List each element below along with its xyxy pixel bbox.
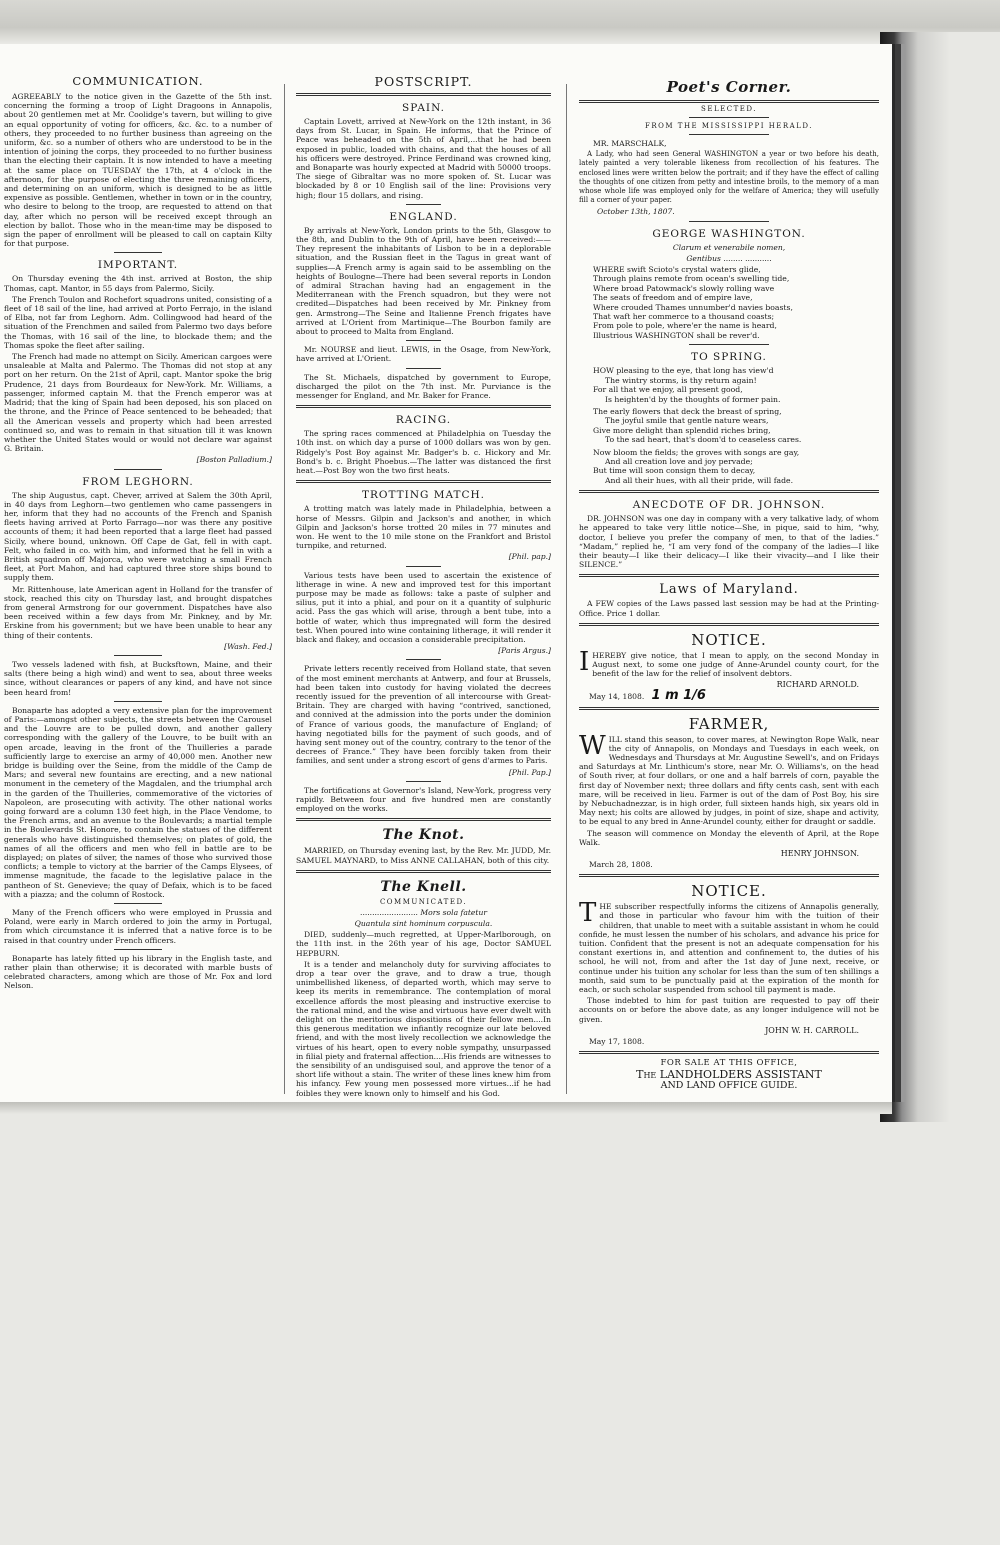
washington-motto-2: Gentibus ........ ........... bbox=[686, 253, 772, 263]
newspaper-page bbox=[0, 44, 895, 1102]
sale-line-3: AND LAND OFFICE GUIDE. bbox=[660, 1080, 798, 1092]
poem-line: But time will soon consign them to decay, bbox=[593, 466, 756, 476]
leghorn-p1: The ship Augustus, capt. Chever, arrived at Salem the 30th April, in 40 days from Leghorn—two gentlemen who came passengers in her, inform that they had no accounts of the French and Spanish fleets having arrived at Porto Farrago—nor was there any positive accounts of them; it had been reported that a large fleet had passed Sicily, where bound, unknown. Off Cape de Gat, fell in with capt. Felt, who failed in co. with him, and informed that he fell in with a British squadron off Majorca, who were watching a small French fleet, at Port Mahon, and had captured three store ships bound to supply them. bbox=[4, 490, 272, 583]
trotting-body: A trotting match was lately made in Philadelphia, between a horse of Messrs. Gilpin and Jackson's and another, in which Gilpin and Jackson's horse trotted 20 miles in 77 minutes and won. He went to the 10 mile stone on the Frankfort and Bristol turnpike, and returned. bbox=[296, 504, 551, 551]
trotting-heading: TROTTING MATCH. bbox=[361, 489, 486, 502]
poem-line: The early flowers that deck the breast of spring, bbox=[593, 406, 782, 416]
misc-p3: The fortifications at Governor's Island, New-York, progress very rapidly. Between four and five hundred men are constantly employed on the works. bbox=[296, 785, 551, 814]
poem-line: And all their hues, with all their pride, will fade. bbox=[605, 475, 794, 485]
poem-line: For all that we enjoy, all present good, bbox=[593, 385, 743, 395]
divider bbox=[114, 949, 162, 950]
divider bbox=[114, 655, 162, 656]
double-rule bbox=[296, 480, 551, 483]
column-rule bbox=[284, 84, 285, 1094]
poets-corner-heading: Poet's Corner. bbox=[666, 78, 792, 96]
england-heading: ENGLAND. bbox=[389, 210, 458, 223]
poem-line: Now bloom the fields; the groves with songs are gay, bbox=[593, 447, 800, 457]
farmer-signature: HENRY JOHNSON. bbox=[780, 849, 859, 859]
england-p2: Mr. NOURSE and lieut. LEWIS, in the Osage, from New-York, have arrived at L'Orient. bbox=[296, 345, 551, 364]
notice1-signature: RICHARD ARNOLD. bbox=[776, 680, 859, 690]
double-rule bbox=[579, 574, 879, 577]
poem-line: Where broad Patowmack's slowly rolling wave bbox=[593, 283, 775, 293]
divider bbox=[114, 252, 162, 253]
double-rule bbox=[296, 818, 551, 821]
notice2-heading: NOTICE. bbox=[691, 882, 767, 901]
washington-poem bbox=[579, 265, 879, 340]
important-source: [Boston Palladium.] bbox=[196, 455, 272, 465]
divider bbox=[406, 566, 441, 567]
poets-addressee: MR. MARSCHALK, bbox=[593, 139, 667, 148]
england-p1: By arrivals at New-York, London prints to the 5th, Glasgow to the 8th, and Dublin to the 9th of April, have been received:——They represent the inhabitants of Lisbon to be in a deplorable situation, and the Russian fleet in the Tagus in great want of supplies—A French army is again said to be assembling on the heights of Boulogne—There had been several reports in London of admiral Strachan having had an engagement in the Mediterranean with the French squadron, but they were not credited—Dispatches had been received by Mr. Pinkney from gen. Armstrong—The Seine and Italienne French frigates have arrived at L'Orient from Martinique—The Bourbon family are about to proceed to Malta from England. bbox=[296, 225, 551, 337]
double-rule bbox=[579, 100, 879, 103]
notice2-p2: Those indebted to him for past tuition are requested to pay off their accounts on or before the above date, as any longer indulgence will not be given. bbox=[579, 996, 879, 1024]
misc-p2-source: [Phil. Pap.] bbox=[508, 767, 551, 777]
misc-p1: Various tests have been used to ascertain the existence of litherage in wine. A new and improved test for this important purpose may be made as follows: take a paste of sulpher and silius, put it into a phial, and pour on it a quantity of sulphuric acid. Pass the gas which will arise, through a bent tube, into a bottle of water, which thus impregnated will form the desired test. When poured into wine containing litherage, it will render it black and flakey, and occasion a considerable precipitation. bbox=[296, 570, 551, 644]
poem-line: Through plains remote from ocean's swelling tide, bbox=[593, 274, 790, 284]
poem-line: Where crouded Thames unnumber'd navies boasts, bbox=[593, 302, 793, 312]
farmer-body: ILL stand this season, to cover mares, at Newington Rope Walk, near the city of Annapolis, on Mondays and Tuesdays in each week, on Wednesdays and Thursdays at Mr. Augustine Sewell's, and on Fridays and Saturdays at Mr. Linthicum's store, near Mr. O. Williams's, on the head of South river, at four dollars, or one and a half barrels of corn, payable the first day of November next; three dollars and fifty cents cash, sent with each mare, will be received in lieu. Farmer is out of the dam of Post Boy, his sire by Nebuchadnezzar, is in high order, full sixteen hands high, six years old in May next; his colts are allowed by judges, in point of size, shape and activity, to be equal to any bred in Anne-Arundel county, either for draught or saddle. bbox=[579, 734, 879, 827]
book-binding bbox=[880, 32, 1000, 1122]
notice1-date: May 14, 1808. bbox=[589, 692, 645, 702]
postscript-heading: POSTSCRIPT. bbox=[374, 74, 473, 89]
divider bbox=[689, 221, 769, 222]
divider bbox=[689, 344, 769, 345]
poem-line: The seats of freedom and of empire lave, bbox=[593, 293, 753, 303]
knot-heading: The Knot. bbox=[382, 827, 465, 844]
poem-line: Is heighten'd by the thoughts of former pain. bbox=[605, 394, 781, 404]
knell-motto-1: ........................ Mors sola fatetur bbox=[360, 907, 487, 917]
farmer-p2: The season will commence on Monday the eleventh of April, at the Rope Walk. bbox=[579, 828, 879, 847]
notice2-dropcap: T bbox=[579, 898, 597, 929]
washington-motto-1: Clarum et venerabile nomen, bbox=[672, 242, 786, 252]
communication-body: AGREEABLY to the notice given in the Gazette of the 5th inst. concerning the forming a troop of Light Dragoons in Annapolis, about 20 gentlemen met at Mr. Coolidge's tavern, but willing to give an equal opportunity of voting for officers, &c. &c. to a number of others, they proceeded to no further business than agreeing on the uniform, &c. so a number of others who are understood to be in the intention of joining the corps, they proceeded to no further business than the electing their captain. It is now intended to have a meeting at the same place on TUESDAY the 17th, at 4 o'clock in the afternoon, for the purpose of electing the three remaining officers, and determining on an uniform, which is designed to be as little expensive as possible. Gentlemen, whether in town or in the country, who desire to belong to the troop, are requested to attend on that day, after which no person will be received except through an election by ballot. Those who in the mean-time may be disposed to sign the paper of enrollment will be pleased to call on captain Kilty for that purpose. bbox=[4, 92, 272, 249]
poem-line: Illustrious WASHINGTON shall be rever'd. bbox=[593, 330, 760, 340]
from-label: FROM THE MISSISSIPPI HERALD. bbox=[645, 122, 813, 130]
laws-heading: Laws of Maryland. bbox=[659, 582, 799, 598]
farmer-dropcap: W bbox=[579, 730, 606, 761]
divider bbox=[406, 368, 441, 369]
poem-line: WHERE swift Scioto's crystal waters glide, bbox=[593, 265, 761, 275]
divider bbox=[406, 781, 441, 782]
divider bbox=[689, 117, 769, 118]
knell-heading: The Knell. bbox=[380, 878, 467, 895]
notice1-body: HEREBY give notice, that I mean to apply, on the second Monday in August next, to some one judge of Anne-Arundel county court, for the benefit of the law for the relief of insolvent debtors. bbox=[592, 650, 879, 679]
poem-line: To the sad heart, that's doom'd to ceaseless cares. bbox=[605, 435, 802, 445]
knot-body: MARRIED, on Thursday evening last, by the Rev. Mr. JUDD, Mr. SAMUEL MAYNARD, to Miss ANNE CALLAHAN, both of this city. bbox=[296, 846, 551, 865]
divider bbox=[406, 659, 441, 660]
poem-line: HOW pleasing to the eye, that long has view'd bbox=[593, 366, 774, 376]
spring-heading: TO SPRING. bbox=[691, 351, 767, 364]
important-p3: The French had made no attempt on Sicily. American cargoes were unsaleable at Malta and Palermo. The Thomas did not stop at any port on her return. On the 21st of April, capt. Mantor spoke the brig Prudence, 21 days from Bourdeaux for New-York. Mr. Williams, a passenger, informed captain M. that the French emperor was at Madrid; that the king of Spain had been deposed, his son placed on the throne, and the Prince of Peace sentenced to be beheaded; that all the American vessels and property which had been arrested continued so, and was to remain in that situation till it was known whether the United States would or would not declare war against G. Britain. bbox=[4, 352, 272, 454]
column-3 bbox=[579, 44, 879, 1093]
misc-p3: Many of the French officers who were employed in Prussia and Poland, were early in March ordered to join the army in Portugal, from which circumstance it is inferred that a native force is to be raised in that country under French officers. bbox=[4, 908, 272, 945]
divider bbox=[114, 701, 162, 702]
notice1-dropcap: I bbox=[579, 646, 590, 677]
poets-date: October 13th, 1807. bbox=[597, 207, 675, 217]
top-edge bbox=[0, 0, 1000, 46]
spain-heading: SPAIN. bbox=[402, 102, 445, 114]
leghorn-source: [Wash. Fed.] bbox=[224, 641, 272, 651]
knell-p2: It is a tender and melancholy duty for surviving affociates to drop a tear over the grave, and to draw a true, though unimbellished likeness, of departed worth, which may serve to keep its merits in remembrance. The contemplation of moral excellence affords the most pleasing and instructive exercise to the rational mind, and the wise and virtuous have ever dwelt with delight on the meritorious dispositions of their fellow men....In this generous meditation we infiantly recognize our late beloved friend, and with the most lively recollection we acknowledge the virtues of his heart, open to every noble sympathy, unsurpassed in filial piety and fraternal affection....His friends are witnesses to the sensibility of an undisguised soul, and approve the tenor of a short life without a stain. The writer of these lines knew him from his infancy. Few young men possessed more virtues...if he had foibles they were known only to himself and his God. bbox=[296, 959, 551, 1098]
farmer-date: March 28, 1808. bbox=[589, 860, 653, 870]
bottom-edge bbox=[0, 1102, 892, 1114]
divider bbox=[114, 903, 162, 904]
racing-body: The spring races commenced at Philadelphia on Tuesday the 10th inst. on which day a purse of 1000 dollars was won by gen. Ridgely's Post Boy against Mr. Badger's b. c. Hickory and Mr. Bond's b. c. Bright Phoebus.—The latter was distanced the first heat.—Post Boy won the two first heats. bbox=[296, 429, 551, 476]
spain-body: Captain Lovett, arrived at New-York on the 12th instant, in 36 days from St. Lucar, in Spain. He informs, that the Prince of Peace was beheaded on the 5th of April,...that he had been exposed in public, loaded with chains, and that the houses of all his officers were destroyed. Prince Ferdinand was crowned king, and Bonaparte was hourly expected at Madrid with 50000 troops. The siege of Gibraltar was no more spoken of. St. Lucar was blockaded by 8 or 10 English sail of the line: Provisions very high; flour 15 dollars, and rising. bbox=[296, 117, 551, 200]
farmer-heading: FARMER, bbox=[688, 714, 770, 733]
racing-heading: RACING. bbox=[395, 414, 452, 427]
divider bbox=[114, 469, 162, 470]
spring-poem bbox=[579, 366, 879, 485]
notice2-signature: JOHN W. H. CARROLL. bbox=[765, 1025, 859, 1035]
poem-line: The joyful smile that gentle nature wears, bbox=[605, 416, 769, 426]
knell-sub: COMMUNICATED. bbox=[379, 897, 468, 906]
selected-label: SELECTED. bbox=[701, 105, 757, 113]
important-p1: On Thursday evening the 4th inst. arrived at Boston, the ship Thomas, capt. Mantor, in 55 days from Palermo, Sicily. bbox=[4, 274, 272, 293]
double-rule bbox=[579, 707, 879, 710]
important-p2: The French Toulon and Rochefort squadrons united, consisting of a fleet of 18 sail of the line, had arrived at Porto Ferrajo, in the island of Elba, not far from Leghorn. Adm. Collingwood had heard of the situation of the Frenchmen and sailed from Palermo two days before the Thomas, with 16 sail of the line, to blockade them; and the Thomas spoke the fleet after sailing. bbox=[4, 294, 272, 350]
trotting-source: [Phil. pap.] bbox=[508, 552, 551, 562]
knell-p1: DIED, suddenly—much regretted, at Upper-Marlborough, on the 11th inst. in the 26th year of his age, Doctor SAMUEL HEPBURN. bbox=[296, 930, 551, 958]
column-rule bbox=[566, 84, 567, 1094]
double-rule bbox=[579, 490, 879, 493]
misc-p1: Two vessels ladened with fish, at Bucksftown, Maine, and their salts (there being a high wind) and went to sea, about three weeks since, without clearances or papers of any kind, and have not since been heard from! bbox=[4, 659, 272, 697]
divider bbox=[689, 134, 769, 135]
double-rule bbox=[296, 93, 551, 96]
sale-line-1: FOR SALE AT THIS OFFICE, bbox=[660, 1058, 798, 1069]
column-1 bbox=[4, 44, 272, 993]
misc-p2: Private letters recently received from Holland state, that seven of the most eminent merchants at Antwerp, and four at Brussels, had been taken into custody for having violated the decrees recently issued for the prevention of all intercourse with Great-Britain. They are charged with having “contrived, sanctioned, and connived at the admission into the ports under the dominion of France of various goods, the manufacture of England; of having negotiated bills for the payment of such goods, and of having sent money out of the country, contrary to the tenor of the decrees of France.” They have been forcibly taken from their families, and sent under a strong escort of gens d'armes to Paris. bbox=[296, 664, 551, 766]
double-rule bbox=[296, 405, 551, 408]
johnson-body: DR. JOHNSON was one day in company with a very talkative lady, of whom he appeared to take very little notice—She, in pique, said to him, “why, doctor, I believe you prefer the company of men, to that of the ladies.” “Madam,” replied he, “I am very fond of the company of the ladies—I like their beauty—I like their delicacy—I like their vivacity—and I like their SILENCE.” bbox=[579, 514, 879, 570]
communication-heading: COMMUNICATION. bbox=[72, 74, 204, 88]
laws-body: A FEW copies of the Laws passed last session may be had at the Printing-Office. Price 1 dollar. bbox=[579, 599, 879, 618]
notice2-body: HE subscriber respectfully informs the citizens of Annapolis generally, and those in particular who favour him with the tuition of their children, that unable to meet with a suitable assistant in whom he could confide, he must lessen the number of his scholars, and advance his price for tuition. Confident that the present is not an adequate compensation for his constant exertions in, and attention and confinement to, the duties of his school, he will not, from and after the 1st day of June next, receive, or continue under his tuition any scholar for less than the sum of ten shillings a month, said sum to be punctually paid at the expiration of the month for each, or such scholar suspended from school till payment is made. bbox=[579, 902, 879, 995]
notice1-heading: NOTICE. bbox=[691, 630, 767, 649]
poem-line: Give more delight than splendid riches bring, bbox=[593, 425, 771, 435]
sale-line-2: The LANDHOLDERS ASSISTANT bbox=[636, 1068, 822, 1082]
leghorn-heading: FROM LEGHORN. bbox=[82, 475, 194, 488]
leghorn-p2: Mr. Rittenhouse, late American agent in Holland for the transfer of stock, reached this city on Thursday last, and brought dispatches from general Armstrong for our government. Dispatches have also been received within a few days from Mr. Pinkney, and by Mr. Erskine from his government; but we have been unable to hear any thing of their contents. bbox=[4, 584, 272, 640]
double-rule bbox=[579, 623, 879, 626]
double-rule bbox=[579, 1051, 879, 1054]
poem-line: That waft her commerce to a thousand coasts; bbox=[593, 312, 775, 322]
poem-line: From pole to pole, where'er the name is heard, bbox=[593, 321, 777, 331]
divider bbox=[406, 204, 441, 205]
poets-intro: A Lady, who had seen General WASHINGTON a year or two before his death, lately painted a very tolerable likeness from recollection of his features. The enclosed lines were written below the portrait; and if they have the effect of calling the thoughts of one citizen from petty and intestine broils, to the memory of a man whose whole life was employed only for the welfare of America; they will usefully fill a corner of your paper. bbox=[579, 150, 879, 205]
misc-p2: Bonaparte has adopted a very extensive plan for the improvement of Paris:—amongst other subjects, the streets between the Carousel and the Louvre are to be pulled down, and another gallery corresponding with the gallery of the Louvre, to be built with an open arcade, leaving in the front of the Thuilleries a parade sufficiently large to exercise an army of 40,000 men. Another new bridge is building over the Seine, from the middle of the Camp de Mars; and several new fountains are erecting, and a new national monument in the cemetery of the Magdalen, and the triumphal arch in the garden of the Thuilleries, commemorative of the victories of Napoleon, are prosecuting with activity. The other national works going forward are a column 130 feet high, in the Place Vendome, to the French arms, and an avenue to the Boulevards; a martial temple in the Boulevards St. Honore, to contain the statues of the different generals who have distinguished themselves; on plates of gold, the names of all the officers and men who fell in battle are to be displayed; on plates of silver, the names of those who survived those conflicts; a temple to victory at the barrier of the Camps Elysees, of immense magnitude, the facade to the legislative palace in the pantheon of St. Genevieve; the quay of Defaix, which is to be faced with a piazza; and the column of Rostock. bbox=[4, 705, 272, 899]
poem-line: The wintry storms, is thy return again! bbox=[605, 375, 757, 385]
double-rule bbox=[296, 870, 551, 873]
england-p3: The St. Michaels, dispatched by government to Europe, discharged the pilot on the 7th inst. Mr. Purviance is the messenger for England, and Mr. Baker for France. bbox=[296, 372, 551, 401]
divider bbox=[406, 340, 441, 341]
knell-motto-2: Quantula sint hominum corpuscula. bbox=[354, 919, 493, 928]
misc-p4: Bonaparte has lately fitted up his library in the English taste, and rather plain than otherwise; it is decorated with marble busts of celebrated characters, among which are those of Mr. Fox and lord Nelson. bbox=[4, 953, 272, 991]
column-2 bbox=[296, 44, 551, 1100]
poem-line: And all creation love and joy pervade; bbox=[605, 456, 753, 466]
double-rule bbox=[579, 874, 879, 877]
notice2-date: May 17, 1808. bbox=[589, 1036, 645, 1046]
washington-title: GEORGE WASHINGTON. bbox=[652, 227, 806, 240]
misc-p1-source: [Paris Argus.] bbox=[498, 646, 551, 656]
important-heading: IMPORTANT. bbox=[97, 259, 179, 272]
johnson-heading: ANECDOTE OF DR. JOHNSON. bbox=[632, 499, 826, 512]
notice1-handwritten-mark: 1 m 1/6 bbox=[651, 688, 706, 704]
